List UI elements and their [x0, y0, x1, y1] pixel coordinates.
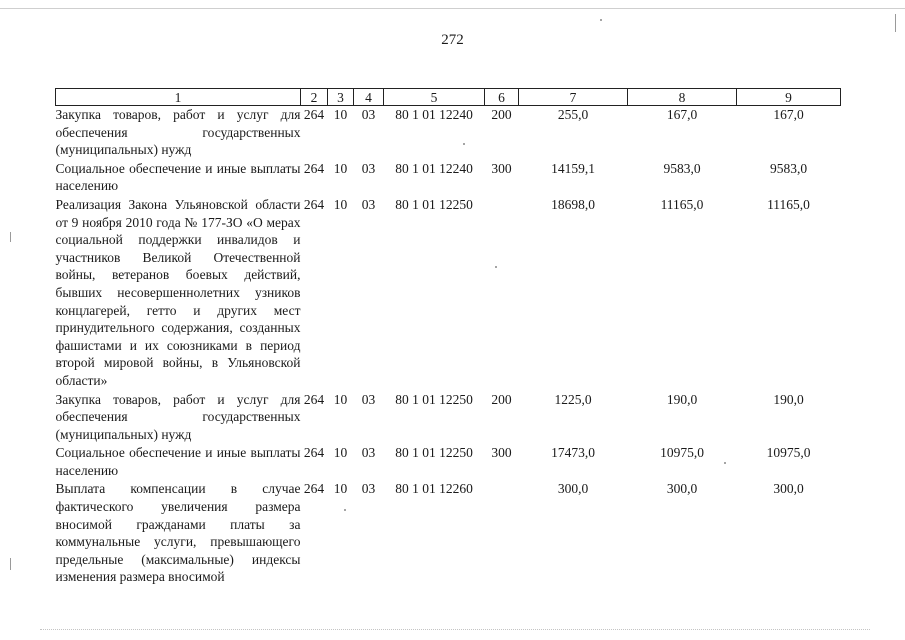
- row-code-subsection: 03: [361, 196, 376, 212]
- table-row: [56, 479, 841, 586]
- scan-edge-mark: [10, 558, 11, 570]
- row-code-ministry: 264: [303, 481, 325, 497]
- row-code-subsection: 03: [361, 445, 376, 461]
- row-code-ministry: 264: [303, 160, 325, 176]
- row-code-target: 80 1 01 12250: [395, 391, 473, 407]
- row-amount-7: 255,0: [557, 107, 589, 122]
- row-description: Закупка товаров, работ и услуг для обеспечения государственных (муниципальных) нужд: [55, 391, 301, 442]
- row-description: Закупка товаров, работ и услуг для обеспечения государственных (муниципальных) нужд: [55, 107, 301, 158]
- row-amount-9: 11165,0: [767, 196, 810, 212]
- page-number: 272: [441, 32, 464, 48]
- col-header: 2: [301, 89, 328, 106]
- row-description: Социальное обеспечение и иные выплаты населению: [55, 445, 301, 478]
- row-code-target: 80 1 01 12240: [395, 107, 473, 122]
- col-header: 1: [56, 89, 301, 106]
- row-code-section: 10: [333, 391, 348, 407]
- row-amount-8: 10975,0: [660, 445, 704, 461]
- row-code-ministry: 264: [303, 391, 325, 407]
- col-header: 7: [519, 89, 628, 106]
- col-header: 4: [354, 89, 384, 106]
- row-amount-7: 1225,0: [554, 391, 592, 407]
- row-amount-9: 9583,0: [769, 160, 808, 176]
- table-header-row: [56, 89, 841, 106]
- scan-speck: [344, 509, 346, 511]
- table-row: [56, 390, 841, 444]
- scan-edge-mark: [10, 232, 11, 242]
- col-header: 3: [328, 89, 354, 106]
- row-code-expense-type: 200: [491, 107, 512, 122]
- row-code-subsection: 03: [361, 391, 376, 407]
- col-header: 8: [628, 89, 737, 106]
- row-code-expense-type: 200: [491, 391, 512, 407]
- table-row: [56, 195, 841, 390]
- scan-speck: [495, 266, 497, 268]
- col-header: 9: [737, 89, 841, 106]
- row-code-section: 10: [333, 196, 348, 212]
- scan-edge: [0, 8, 905, 9]
- scan-edge-mark: [895, 14, 896, 32]
- scan-speck: [724, 462, 726, 464]
- row-code-subsection: 03: [361, 160, 376, 176]
- col-header: 6: [485, 89, 519, 106]
- row-code-target: 80 1 01 12260: [395, 481, 473, 497]
- row-code-ministry: 264: [303, 107, 325, 122]
- row-code-subsection: 03: [361, 107, 376, 122]
- row-amount-8: 167,0: [666, 107, 698, 122]
- row-amount-9: 300,0: [773, 481, 804, 497]
- row-code-target: 80 1 01 12240: [395, 160, 473, 176]
- row-description: Реализация Закона Ульяновской области от 9 ноября 2010 года № 177-ЗО «О мерах социальной поддержки инвалидов и участников Великой Отечественной войны, ветеранов боевых действий, бывших несовершеннолетних узников концлагерей, гетто и других мест принудительного содержания, созданных фашистами и их союзниками в период второй мировой войны, в Ульяновской области»: [55, 196, 301, 388]
- row-amount-7: 17473,0: [551, 445, 595, 461]
- row-amount-8: 11165,0: [660, 196, 704, 212]
- row-amount-9: 167,0: [773, 107, 804, 122]
- row-amount-8: 9583,0: [663, 160, 701, 176]
- table-row: [56, 443, 841, 479]
- row-code-section: 10: [333, 107, 348, 122]
- row-code-expense-type: 300: [491, 445, 512, 461]
- row-amount-7: 14159,1: [551, 160, 595, 176]
- budget-table: [55, 88, 841, 586]
- scan-speck: [600, 19, 602, 21]
- row-description: Социальное обеспечение и иные выплаты населению: [55, 160, 301, 194]
- row-code-target: 80 1 01 12250: [395, 196, 473, 212]
- row-amount-8: 190,0: [666, 391, 698, 407]
- row-code-ministry: 264: [303, 445, 325, 461]
- col-header: 5: [384, 89, 485, 106]
- row-code-expense-type: 300: [491, 160, 512, 176]
- row-description: Выплата компенсации в случае фактического увеличения размера вносимой гражданами платы за коммунальные услуги, превышающего предельные (максимальные) индексы изменения размера вносимой: [55, 481, 301, 585]
- row-code-section: 10: [333, 481, 348, 497]
- row-code-ministry: 264: [303, 196, 325, 212]
- row-amount-7: 18698,0: [551, 196, 595, 212]
- row-code-subsection: 03: [361, 481, 376, 497]
- table-row: [56, 159, 841, 195]
- scan-bottom-noise: [40, 629, 870, 631]
- row-amount-9: 190,0: [773, 391, 804, 407]
- row-amount-7: 300,0: [557, 481, 589, 497]
- row-code-expense-type: [485, 195, 519, 390]
- row-code-target: 80 1 01 12250: [395, 445, 473, 461]
- row-amount-9: 10975,0: [766, 445, 811, 461]
- row-code-expense-type: [485, 479, 519, 586]
- scan-speck: [463, 143, 465, 145]
- table-row: [56, 106, 841, 159]
- row-code-section: 10: [333, 160, 348, 176]
- row-amount-8: 300,0: [666, 481, 698, 497]
- row-code-section: 10: [333, 445, 348, 461]
